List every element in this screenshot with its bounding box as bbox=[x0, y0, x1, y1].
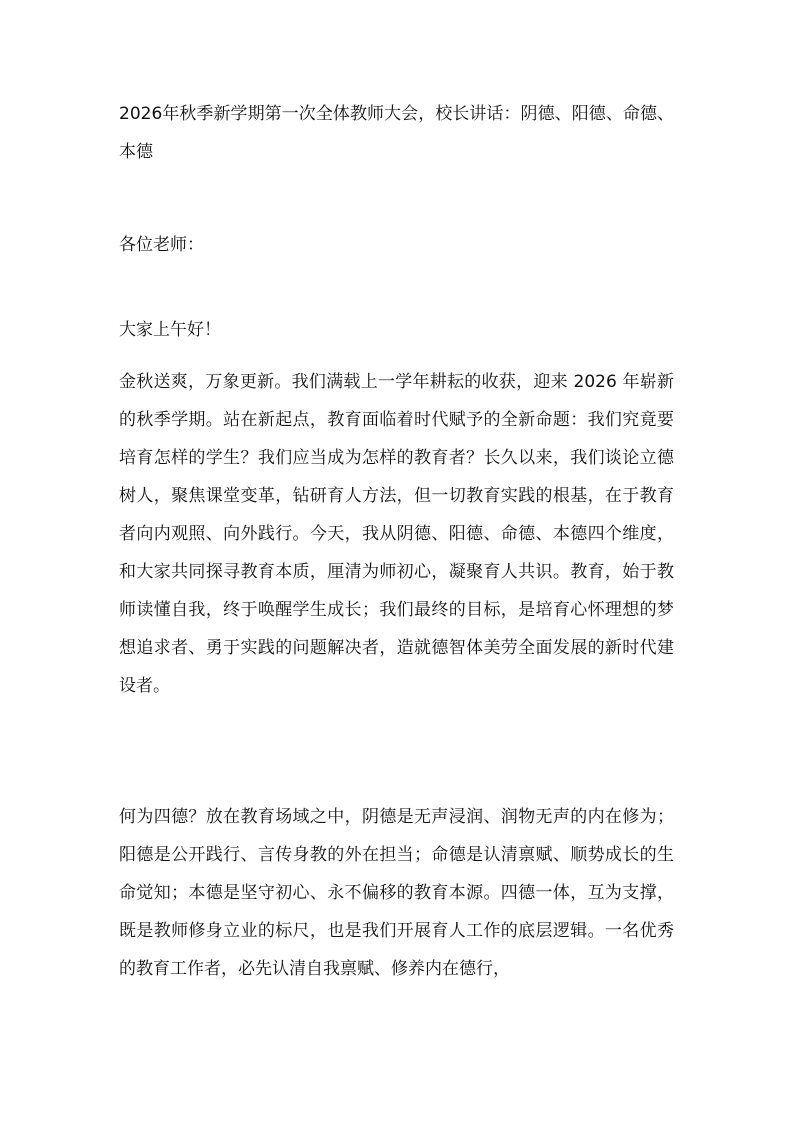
body-paragraph: 何为四德？放在教育场域之中，阴德是无声浸润、润物无声的内在修为；阳德是公开践行、言传身教的外在担当；命德是认清禀赋、顺势成长的生命觉知；本德是坚守初心、永不偏移的教育本源。四德一体，互为支撑，既是教师修身立业的标尺，也是我们开展育人工作的底层逻辑。一名优秀的教育工作者，必先认清自我禀赋、修养内在德行， bbox=[119, 807, 674, 979]
document-title: 2026年秋季新学期第一次全体教师大会，校长讲话：阴德、阳德、命德、本德 bbox=[119, 104, 674, 162]
salutation: 各位老师： bbox=[119, 235, 204, 255]
body-paragraph: 金秋送爽，万象更新。我们满载上一学年耕耘的收获，迎来 2026 年崭新的秋季学期。站在新起点，教育面临着时代赋予的全新命题：我们究竟要培育怎样的学生？我们应当成为怎样的教育者？长久以来，我们谈论立德树人，聚焦课堂变革，钻研育人方法，但一切教育实践的根基，在于教育者向内观照、向外践行。今天，我从阴德、阳德、命德、本德四个维度，和大家共同探寻教育本质，厘清为师初心，凝聚育人共识。教育，始于教师读懂自我，终于唤醒学生成长；我们最终的目标，是培育心怀理想的梦想追求者、勇于实践的问题解决者，造就德智体美劳全面发展的新时代建设者。 bbox=[119, 372, 674, 696]
greeting: 大家上午好！ bbox=[119, 320, 221, 340]
